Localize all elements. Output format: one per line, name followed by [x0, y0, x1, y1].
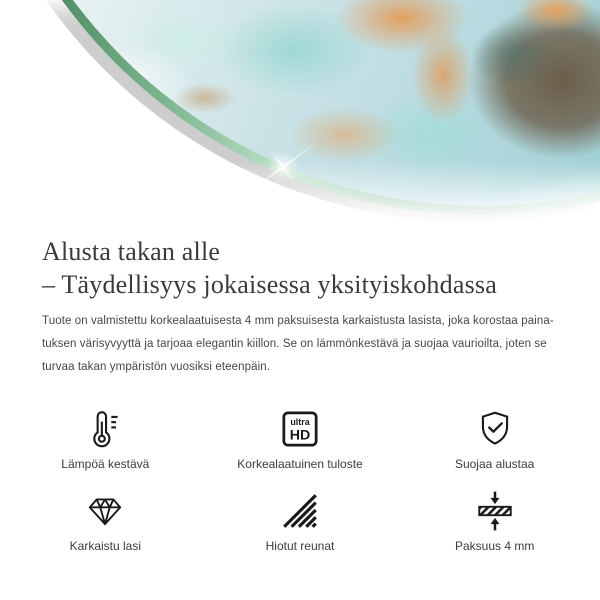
ultra-hd-icon — [279, 408, 321, 450]
feature-grid — [0, 408, 600, 553]
feature-high-quality-print — [203, 408, 398, 471]
shield-check-icon — [474, 408, 516, 450]
feature-label: Paksuus 4 mm — [454, 539, 535, 553]
page-title — [42, 230, 559, 301]
feature-protects-base — [397, 408, 592, 471]
ultra-hd-badge-bottom: HD — [289, 427, 311, 444]
product-description — [42, 310, 559, 379]
ultra-hd-badge-top: ultra — [290, 417, 310, 428]
thickness-compress-icon — [474, 490, 516, 532]
page-title-line-2: – Täydellisyys jokaisessa yksityiskohdassa — [42, 270, 497, 299]
feature-polished-edges — [203, 490, 398, 553]
feature-label: Karkaistu lasi — [69, 539, 142, 553]
feature-heat-resistant — [8, 408, 203, 471]
product-hero-image — [0, 0, 600, 230]
thermometer-icon — [84, 408, 126, 450]
feature-tempered-glass — [8, 490, 203, 553]
beveled-edge-icon — [279, 490, 321, 532]
feature-label: Suojaa alustaa — [454, 457, 535, 471]
description-line-2: tuksen värisyvyyttä ja tarjoaa elegantin kiillon. Se on lämmönkestävä ja suojaa vaurioilta, joten se — [42, 338, 547, 350]
feature-label: Hiotut reunat — [265, 539, 335, 553]
feature-label: Korkealaatuinen tuloste — [237, 457, 363, 471]
content-section — [0, 230, 600, 379]
description-line-1: Tuote on valmistettu korkealaatuisesta 4 mm paksuisesta karkaistusta lasista, joka korostaa paina- — [42, 315, 554, 327]
description-line-3: turvaa takan ympäristön vuosiksi eteenpäin. — [42, 361, 271, 373]
feature-label: Lämpöä kestävä — [61, 457, 150, 471]
diamond-icon — [84, 490, 126, 532]
page-title-line-1: Alusta takan alle — [42, 237, 221, 266]
feature-thickness-4mm — [397, 490, 592, 553]
